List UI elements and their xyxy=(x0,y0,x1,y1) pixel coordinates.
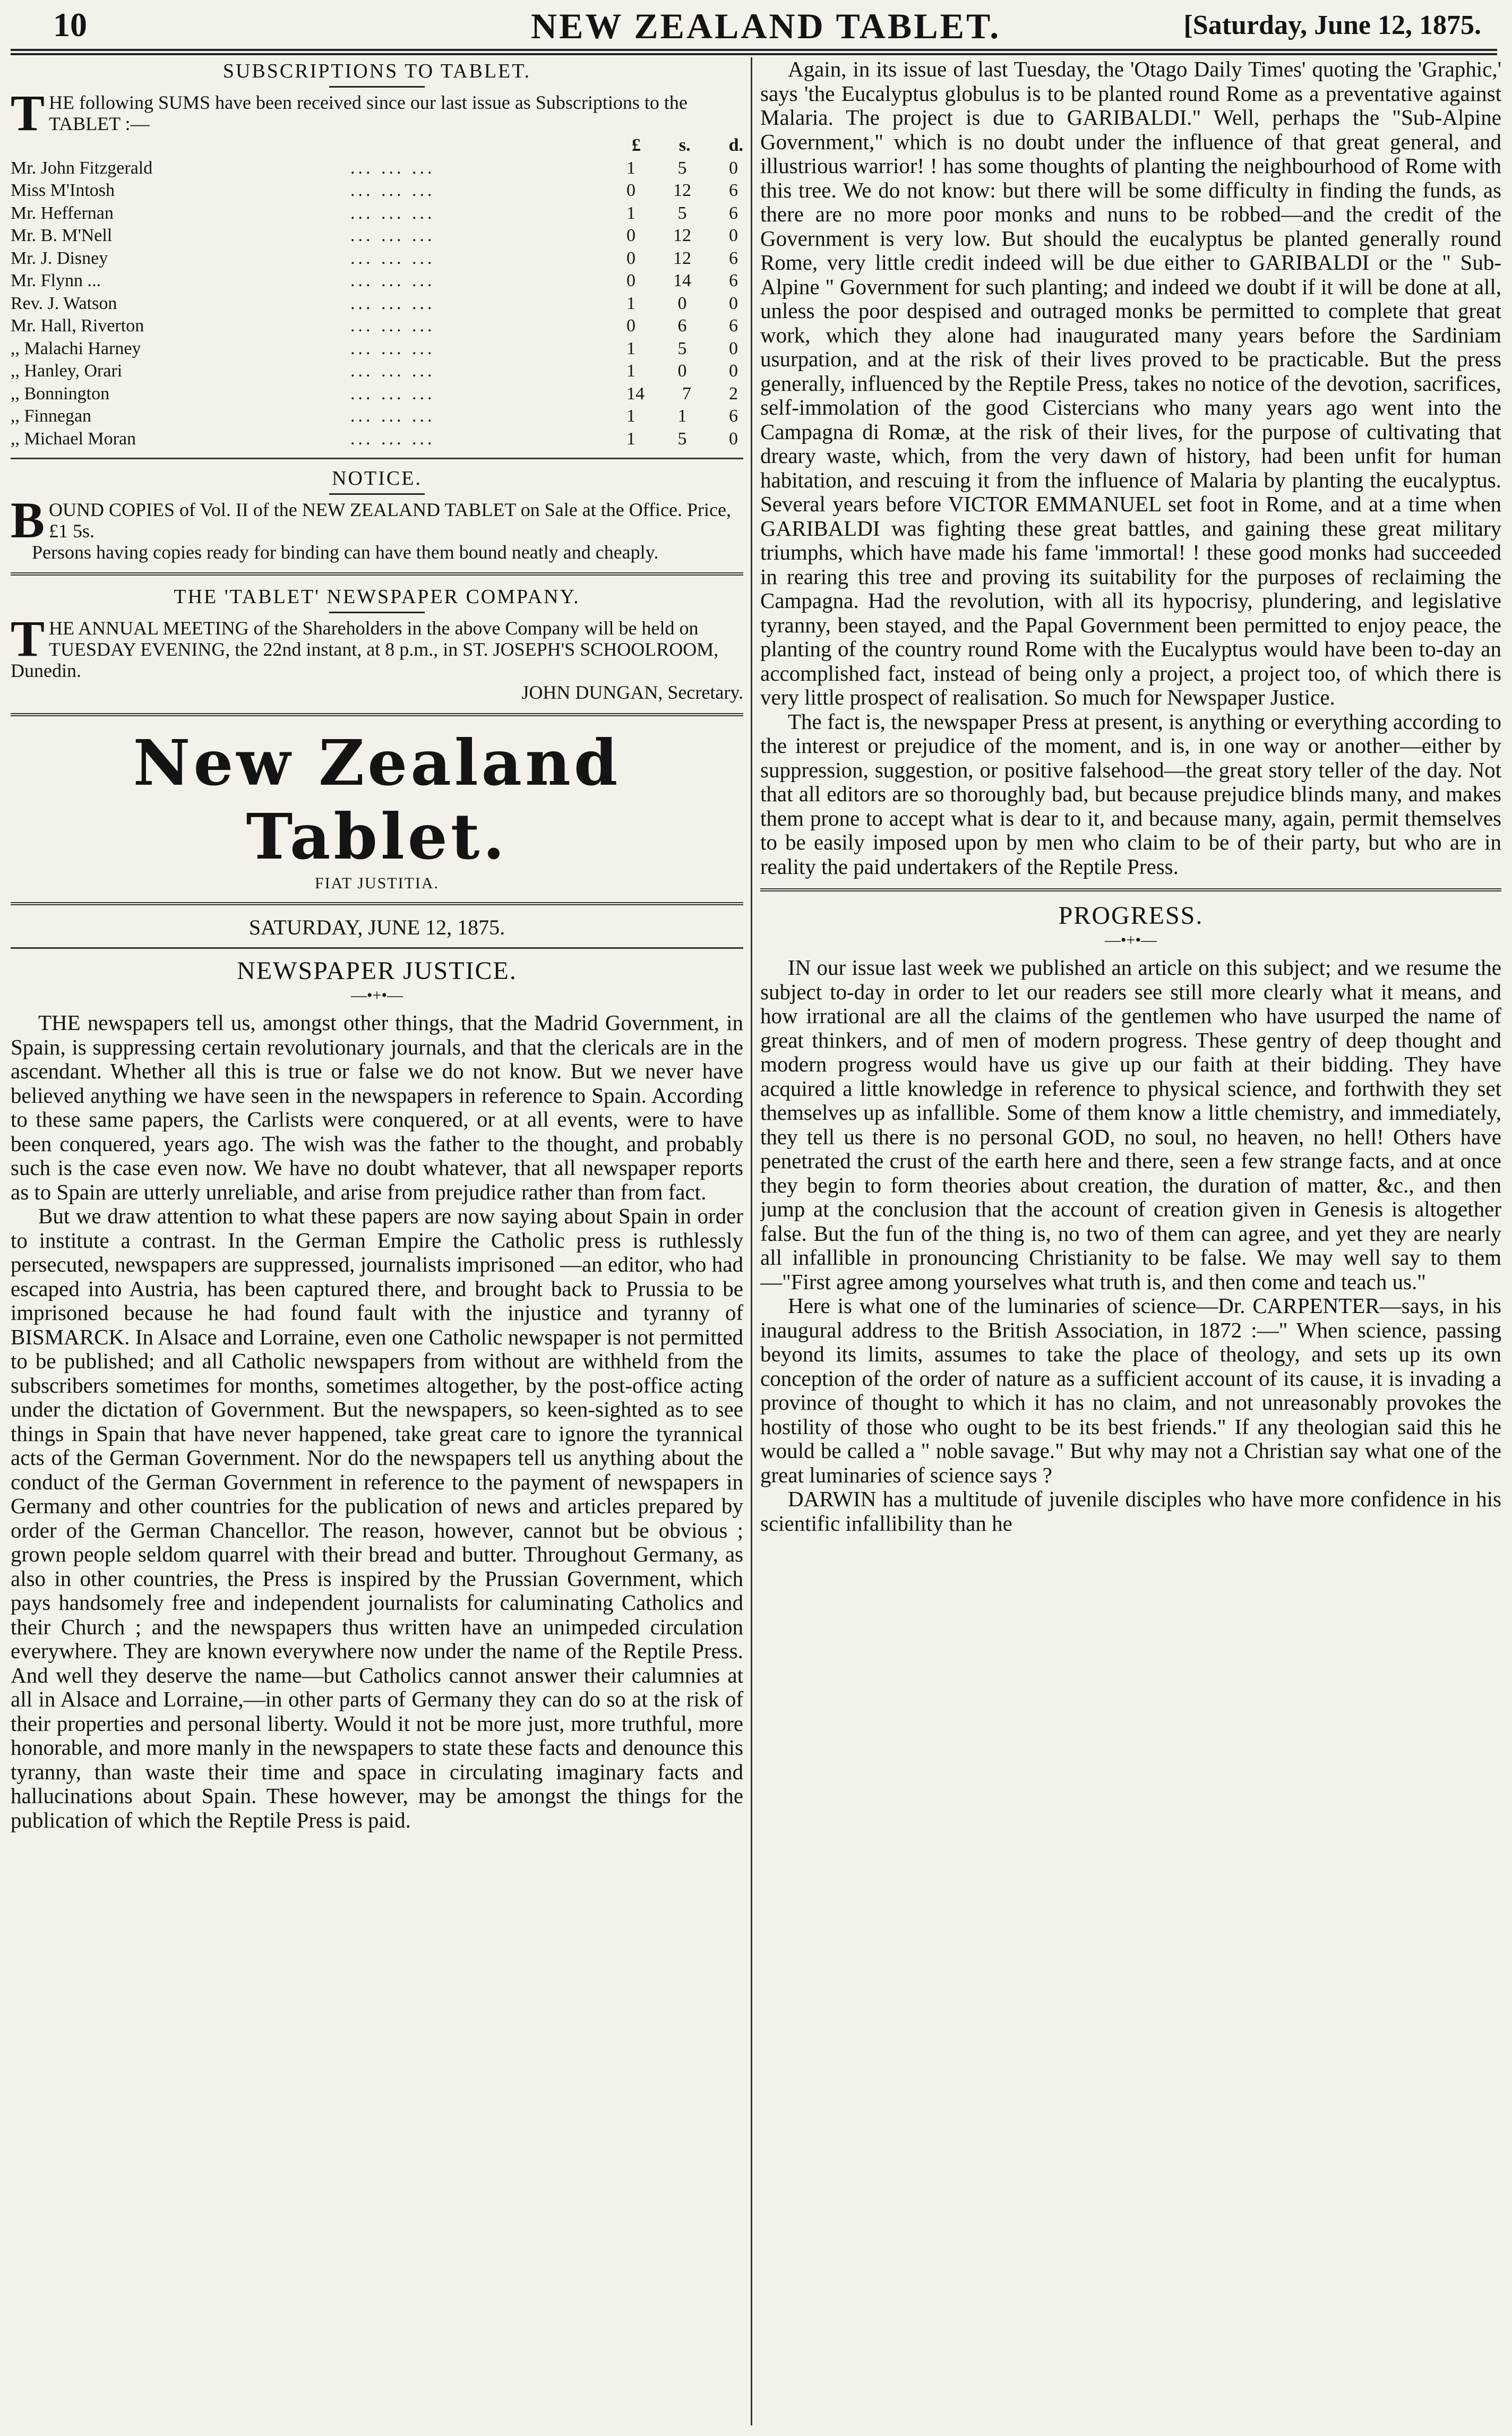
amount xyxy=(626,428,738,451)
article-paragraph: THE newspapers tell us, amongst other things, that the Madrid Government, in Spain, is suppressing certain revolutionary journals, and that the clericals are in the ascendant. Whether all this is true or false we do not know. But we never have believed anything we have seen in the newspapers in reference to Spain. According to these same papers, the Carlists were conquered, or at all events, were to have been conquered, years ago. The wish was the father to the thought, and probably such is the case even now. We have no doubt whatever, that all newspaper reports as to Spain are utterly unreliable, and arise from prejudice rather than from fact. xyxy=(11,1010,743,1204)
shillings-header: s. xyxy=(678,135,691,155)
shillings: 5 xyxy=(677,203,687,223)
company-section xyxy=(11,585,743,704)
pounds-header: £ xyxy=(632,135,641,155)
subscriber-name: Miss M'Intosh xyxy=(11,181,115,200)
leader-dots: ... ... ... xyxy=(350,271,435,290)
leader-dots: ... ... ... xyxy=(350,338,435,358)
shillings: 12 xyxy=(673,181,691,200)
amount xyxy=(626,225,738,247)
divider xyxy=(329,86,425,88)
ornament: —•+•— xyxy=(1105,931,1157,949)
subscription-row xyxy=(11,247,743,270)
amount xyxy=(626,293,738,315)
subscriber-name: ,, Bonnington xyxy=(11,383,110,404)
shillings: 0 xyxy=(677,293,687,313)
currency-header xyxy=(11,134,743,157)
amount xyxy=(626,202,738,225)
shillings: 0 xyxy=(677,361,687,381)
subscriptions-list xyxy=(11,157,743,451)
pounds: 0 xyxy=(626,226,635,245)
leader-dots: ... ... ... xyxy=(350,383,435,404)
leader-dots: ... ... ... xyxy=(350,181,435,200)
pence: 2 xyxy=(729,383,738,404)
shillings: 5 xyxy=(677,338,687,358)
subscriber-name: ,, Michael Moran xyxy=(11,428,136,449)
header-rule-2 xyxy=(11,53,1497,55)
shillings: 7 xyxy=(682,383,691,404)
dropcap: T xyxy=(11,84,45,141)
subscription-row xyxy=(11,157,743,180)
issue-date: [Saturday, June 12, 1875. xyxy=(1183,10,1481,40)
pounds: 0 xyxy=(626,316,635,336)
left-column xyxy=(11,57,743,2431)
article-paragraph: DARWIN has a multitude of juvenile disciples who have more confidence in his scientific infallibility than he xyxy=(760,1487,1501,1536)
amount xyxy=(626,247,738,270)
pounds: 0 xyxy=(626,271,635,290)
notice-binding: Persons having copies ready for binding can have them bound neatly and cheaply. xyxy=(32,542,659,563)
divider xyxy=(11,947,743,949)
subscription-row xyxy=(11,338,743,361)
notice-section xyxy=(11,467,743,563)
page-number: 10 xyxy=(53,6,87,44)
leader-dots: ... ... ... xyxy=(350,293,435,313)
pence: 0 xyxy=(729,158,738,178)
pounds: 1 xyxy=(626,293,635,313)
shillings: 14 xyxy=(673,271,691,290)
amount xyxy=(626,405,738,428)
subscription-row xyxy=(11,315,743,338)
subscriber-name: Mr. John Fitzgerald xyxy=(11,158,153,178)
pounds: 1 xyxy=(626,428,635,449)
article-title: NEWSPAPER JUSTICE. xyxy=(237,957,517,985)
pounds: 14 xyxy=(626,383,645,404)
pence: 0 xyxy=(729,428,738,449)
shillings: 5 xyxy=(677,428,687,449)
pounds: 1 xyxy=(626,203,635,223)
subscriber-name: ,, Finnegan xyxy=(11,406,92,426)
subscription-row xyxy=(11,202,743,225)
dropcap: B xyxy=(11,492,45,548)
pence: 6 xyxy=(729,248,738,268)
pounds: 1 xyxy=(626,338,635,358)
amount xyxy=(626,157,738,180)
subscriber-name: Mr. B. M'Nell xyxy=(11,226,113,245)
subscription-row xyxy=(11,428,743,451)
shillings: 5 xyxy=(677,158,687,178)
pence: 0 xyxy=(729,293,738,313)
pence: 6 xyxy=(729,316,738,336)
pence: 6 xyxy=(729,181,738,200)
amount xyxy=(626,338,738,361)
subscriber-name: Mr. Flynn ... xyxy=(11,271,101,290)
subscription-row xyxy=(11,270,743,293)
leader-dots: ... ... ... xyxy=(350,316,435,336)
amount xyxy=(626,315,738,338)
header-rule xyxy=(11,49,1497,51)
pence: 6 xyxy=(729,203,738,223)
amount xyxy=(626,383,738,406)
notice-heading: NOTICE. xyxy=(332,467,422,490)
divider xyxy=(11,458,743,459)
article-paragraph: IN our issue last week we published an article on this subject; and we resume the subject to-day in order to let our readers see still more clearly what it means, and how irrational are all the claims of the gentlemen who have usurped the name of great thinkers, and of men of modern progress. These gentry of deep thought and modern progress would have us give up our faith at their bidding. They have acquired a little knowledge in reference to physical science, and forthwith they set themselves up as infallible. Some of them know a little chemistry, and immediately, they tell us there is no personal GOD, no soul, no heaven, no hell! Others have penetrated the crust of the earth here and there, seen a few strange facts, and at once they begin to form theories about creation, the duration of matter, &c., and then jump at the conclusion that the account of creation given in Genesis is altogether false. But the fun of the thing is, no two of them can agree, and yet they are nearly all infallible in pronouncing Christianity to be false. We may well say to them—"First agree among yourselves what truth is, and then come and teach us." xyxy=(760,955,1501,1294)
subscriptions-heading: SUBSCRIPTIONS TO TABLET. xyxy=(222,60,531,82)
issue-date-line: SATURDAY, JUNE 12, 1875. xyxy=(248,915,505,939)
subscription-row xyxy=(11,405,743,428)
dropcap: T xyxy=(11,610,45,667)
pence: 6 xyxy=(729,406,738,426)
divider xyxy=(329,493,425,495)
divider xyxy=(11,902,743,905)
notice-text: BOUND COPIES of Vol. II of the NEW ZEALAND TABLET on Sale at the Office. Price, £1 5s. xyxy=(11,492,731,548)
shillings: 12 xyxy=(673,248,691,268)
pence: 0 xyxy=(729,361,738,381)
leader-dots: ... ... ... xyxy=(350,158,435,178)
amount xyxy=(626,179,738,202)
subscription-row xyxy=(11,293,743,315)
leader-dots: ... ... ... xyxy=(350,428,435,449)
pence: 6 xyxy=(729,271,738,290)
article-progress xyxy=(760,901,1501,1536)
pounds: 1 xyxy=(626,158,635,178)
shillings: 1 xyxy=(677,406,687,426)
tablet-masthead: New Zealand Tablet. xyxy=(133,726,621,873)
article-newspaper-justice xyxy=(11,956,743,1832)
pounds: 1 xyxy=(626,406,635,426)
shillings: 12 xyxy=(673,226,691,245)
leader-dots: ... ... ... xyxy=(350,361,435,381)
pence: 0 xyxy=(729,226,738,245)
page-header xyxy=(11,5,1497,44)
pence-header: d. xyxy=(728,135,743,155)
divider xyxy=(329,612,425,613)
subscription-row xyxy=(11,360,743,383)
subscriptions-section xyxy=(11,59,743,450)
pounds: 0 xyxy=(626,181,635,200)
subscriber-name: Rev. J. Watson xyxy=(11,293,117,313)
leader-dots: ... ... ... xyxy=(350,203,435,223)
pounds: 0 xyxy=(626,248,635,268)
amount xyxy=(626,360,738,383)
motto: FIAT JUSTITIA. xyxy=(314,874,440,892)
article-paragraph: Here is what one of the luminaries of science—Dr. CARPENTER—says, in his inaugural address to the British Association, in 1872 :—" When science, passing beyond its limits, assumes to take the place of theology, and sets up its own conception of the order of nature as a sufficient account of its cause, it is invading a province of thought to which it has no claim, and not unreasonably provokes the hostility of those who ought to be its best friends." If any theologian said this he would be called a " noble savage." But why may not a Christian say what one of the great luminaries of science says ? xyxy=(760,1293,1501,1487)
subscription-row xyxy=(11,179,743,202)
subscription-row xyxy=(11,383,743,406)
article-title: PROGRESS. xyxy=(1058,902,1204,930)
subscriber-name: ,, Hanley, Orari xyxy=(11,361,123,381)
subscriber-name: Mr. Hall, Riverton xyxy=(11,316,144,336)
divider xyxy=(760,888,1501,891)
article-paragraph: Again, in its issue of last Tuesday, the 'Otago Daily Times' quoting the 'Graphic,' says 'the Eucalyptus globulus is to be planted round Rome as a preventative against Malaria. The project is due to GARIBALDI." Well, perhaps the "Sub-Alpine Government," which is no doubt under the influence of that great general, and illustrious warrior! ! has some thoughts of planting the neighbourhood of Rome with this tree. We do not know: but there will be some difficulty in finding the funds, as there are no more poor monks and nuns to be robbed—and the credit of the Government is very low. But should the eucalyptus be planted generally round Rome, very little credit indeed will be due either to GARIBALDI or the " Sub-Alpine " Government for such planting; and indeed we doubt if it will be done at all, unless the poor despised and outraged monks be permitted to complete that great work, which they alone had inaugurated many years before the Sardiniam usurpation, and at the risk of their lives proved to be practicable. But the press generally, influenced by the Reptile Press, takes no notice of the devotion, sacrifices, self-immolation of the good Cistercians who many years ago went into the Campagna di Romæ, at the risk of their lives, for the purpose of cultivating that dreary waste, which, from the very dawn of history, had been unfit for human habitation, and rescuing it from the influence of Malaria by planting the eucalyptus. Several years before VICTOR EMMANUEL set foot in Rome, and at a time when GARIBALDI was fighting these great battles, and gaining these great military triumphs, which have made his fame 'immortal! ! these good monks had succeeded in rearing this tree and proving its suitability for the purposes of reclaiming the Campagna. Had the revolution, with all its hypocrisy, plundering, and legislative tyranny, been stayed, and the Papal Government been permitted to enjoy peace, the planting of the country round Rome with the Eucalyptus would have been to-day an accomplished fact, instead of being only a project, a project too, of which there is very little prospect of realisation. So much for Newspaper Justice. xyxy=(760,57,1501,709)
article-paragraph: The fact is, the newspaper Press at present, is anything or everything according to the interest or prejudice of the moment, and is, in one way or another—either by suppression, suggestion, or positive falsehood—the great story teller of the day. Not that all editors are so thoroughly bad, but because prejudice blinds many, and makes them prone to accept what is dear to it, and because many, again, permit themselves to be easily imposed upon by men who claim to be of their party, but who are in reality the paid undertakers of the Reptile Press. xyxy=(760,709,1501,879)
column-divider xyxy=(751,57,752,2425)
company-heading: THE 'TABLET' NEWSPAPER COMPANY. xyxy=(174,586,580,608)
paper-title: NEW ZEALAND TABLET. xyxy=(531,6,1001,46)
ornament: —•+•— xyxy=(351,987,403,1004)
subscriptions-intro: THE following SUMS have been received since our last issue as Subscriptions to the TABLET :— xyxy=(11,84,688,141)
pence: 0 xyxy=(729,338,738,358)
company-notice: THE ANNUAL MEETING of the Shareholders in the above Company will be held on TUESDAY EVENING, the 22nd instant, at 8 p.m., in ST. JOSEPH'S SCHOOLROOM, Dunedin. xyxy=(11,610,719,681)
article-paragraph: But we draw attention to what these papers are now saying about Spain in order to institute a contrast. In the German Empire the Catholic press is ruthlessly persecuted, newspapers are suppressed, journalists imprisoned —an editor, who had escaped into Austria, has been captured there, and brought back to Prussia to be imprisoned because he had found fault with the injustice and tyranny of BISMARCK. In Alsace and Lorraine, even one Catholic newspaper is not permitted to be published; and all Catholic newspapers from without are withheld from the subscribers sometimes for months, sometimes altogether, by the post-office acting under the dictation of Government. But the newspapers, so keen-sighted as to see things in Spain that have never happened, take great care to ignore the tyrannical acts of the German Government. Nor do the newspapers tell us anything about the conduct of the German Government in reference to the payment of newspapers in Germany and other countries for the publication of news and articles prepared by order of the German Chancellor. The reason, however, cannot but be obvious ; grown people seldom quarrel with their bread and butter. Throughout Germany, as also in other countries, the Press is inspired by the Prussian Government, which pays handsomely free and independent journalists for caluminating Catholics and their Church ; and the newspapers thus written have an unimpeded circulation everywhere. They are known everywhere now under the name of the Reptile Press. And well they deserve the name—but Catholics cannot answer their calumnies at all in Alsace and Lorraine,—in other parts of Germany they can do so at the risk of their properties and personal liberty. Would it not be more just, more truthful, more honorable, and more manly in the newspapers to state these facts and denounce this tyranny, than waste their time and space in circulating imaginary facts and hallucinations about Spain. These however, may be amongst the things for the publication of which the Reptile Press is paid. xyxy=(11,1204,743,1832)
subscriber-name: Mr. J. Disney xyxy=(11,248,108,268)
leader-dots: ... ... ... xyxy=(350,406,435,426)
shillings: 6 xyxy=(677,316,687,336)
subscriber-name: Mr. Heffernan xyxy=(11,203,114,223)
subscription-row xyxy=(11,225,743,247)
leader-dots: ... ... ... xyxy=(350,248,435,268)
divider xyxy=(11,713,743,716)
company-signature: JOHN DUNGAN, Secretary. xyxy=(521,682,743,703)
right-column xyxy=(760,57,1501,2431)
subscriber-name: ,, Malachi Harney xyxy=(11,338,141,358)
divider xyxy=(11,572,743,576)
pounds: 1 xyxy=(626,361,635,381)
leader-dots: ... ... ... xyxy=(350,226,435,245)
amount xyxy=(626,270,738,293)
